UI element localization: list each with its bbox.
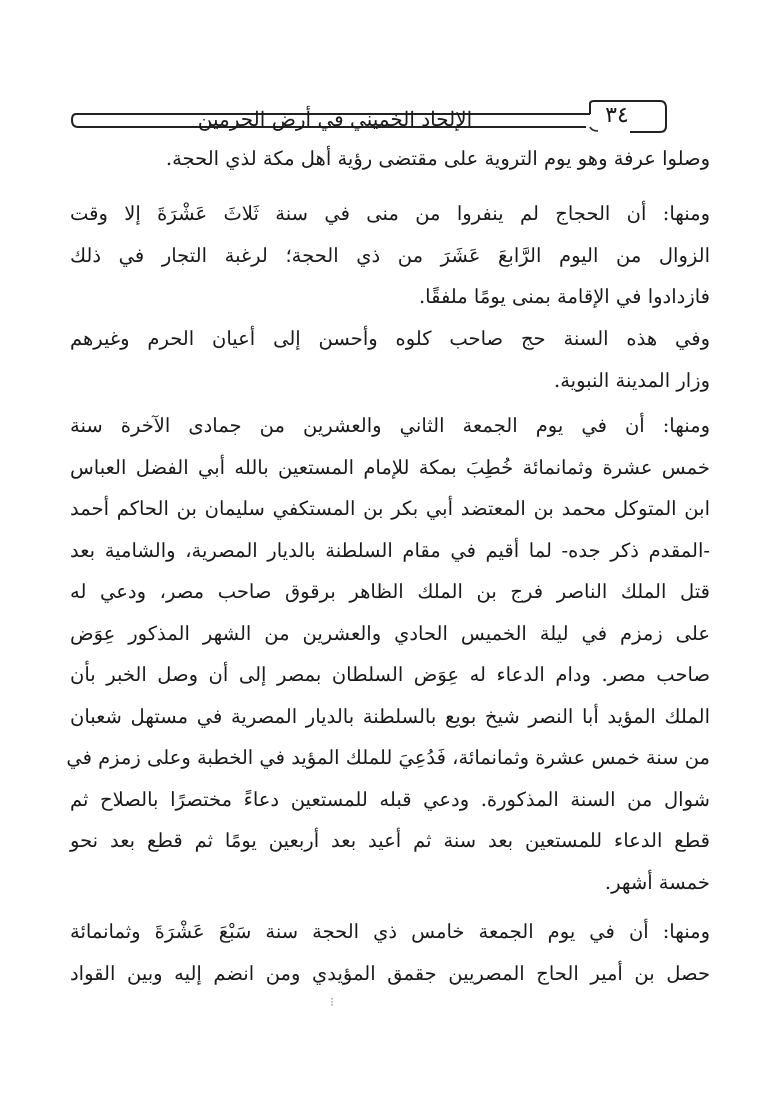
text-line: خمسة أشهر.	[604, 870, 710, 894]
text-line: من سنة خمس عشرة وثمانمائة، فَدُعِيَ للملك المؤيد في الخطبة وعلى زمزم في	[66, 746, 710, 769]
text-line: خمس عشرة وثمانمائة خُطِبَ بمكة للإمام المستعين بالله أبي الفضل العباس	[70, 455, 710, 479]
running-title: الإلحاد الخميني في أرض الحرمين	[197, 107, 473, 131]
paragraph-2	[70, 193, 710, 318]
text-line: قطع الدعاء للمستعين بعد سنة ثم أعيد بعد أربعين يومًا ثم قطع بعد نحو	[70, 829, 710, 852]
text-line: شوال من السنة المذكورة. ودعي قبله للمستعين دعاءً مختصرًا بالصلاح ثم	[70, 787, 710, 811]
text-line: على زمزم في ليلة الخميس الحادي والعشرين من الشهر المذكور عِوَض	[70, 621, 710, 645]
scan-speck: ⁝	[330, 995, 334, 1009]
text-line: وزار المدينة النبوية.	[554, 368, 710, 392]
paragraph-3	[70, 318, 710, 401]
text-line: قتل الملك الناصر فرج بن الملك الظاهر برقوق صاحب مصر، ودعي له	[70, 580, 710, 603]
text-line: صاحب مصر. ودام الدعاء له عِوَض السلطان بمصر إلى أن وصل الخبر بأن	[70, 663, 710, 686]
text-line: الملك المؤيد أبا النصر شيخ بويع بالسلطنة بالديار المصرية في مستهل شعبان	[70, 704, 710, 728]
paragraph-5	[70, 911, 710, 994]
text-line: ومنها: أن في يوم الجمعة خامس ذي الحجة سنة سَبْعَ عَشْرَةَ وثمانمائة	[70, 920, 710, 943]
text-line: ومنها: أن الحجاج لم ينفروا من منى في سنة ثَلاثَ عَشْرَةَ إلا وقت	[70, 202, 710, 225]
paragraph-1	[70, 138, 710, 180]
text-line: حصل بن أمير الحاج المصريين جقمق المؤيدي ومن انضم إليه وبين القواد	[70, 961, 710, 985]
text-line: فازدادوا في الإقامة بمنى يومًا ملفقًا.	[418, 285, 710, 308]
page-number: ٣٤	[605, 103, 629, 128]
text-line: وفي هذه السنة حج صاحب كلوه وأحسن إلى أعيان الحرم وغيرهم	[70, 327, 710, 350]
text-line: ومنها: أن في يوم الجمعة الثاني والعشرين من جمادى الآخرة سنة	[70, 414, 710, 437]
paragraph-4	[66, 405, 710, 903]
text-line: الزوال من اليوم الرَّابعَ عَشَرَ من ذي الحجة؛ لرغبة التجار في ذلك	[70, 243, 710, 267]
text-line: -المقدم ذكر جده- لما أقيم في مقام السلطنة بالديار المصرية، والشامية بعد	[70, 538, 710, 562]
text-line: وصلوا عرفة وهو يوم التروية على مقتضى رؤية أهل مكة لذي الحجة.	[165, 147, 710, 170]
text-line: ابن المتوكل محمد بن المعتضد أبي بكر بن المستكفي سليمان بن الحاكم أحمد	[70, 497, 710, 520]
